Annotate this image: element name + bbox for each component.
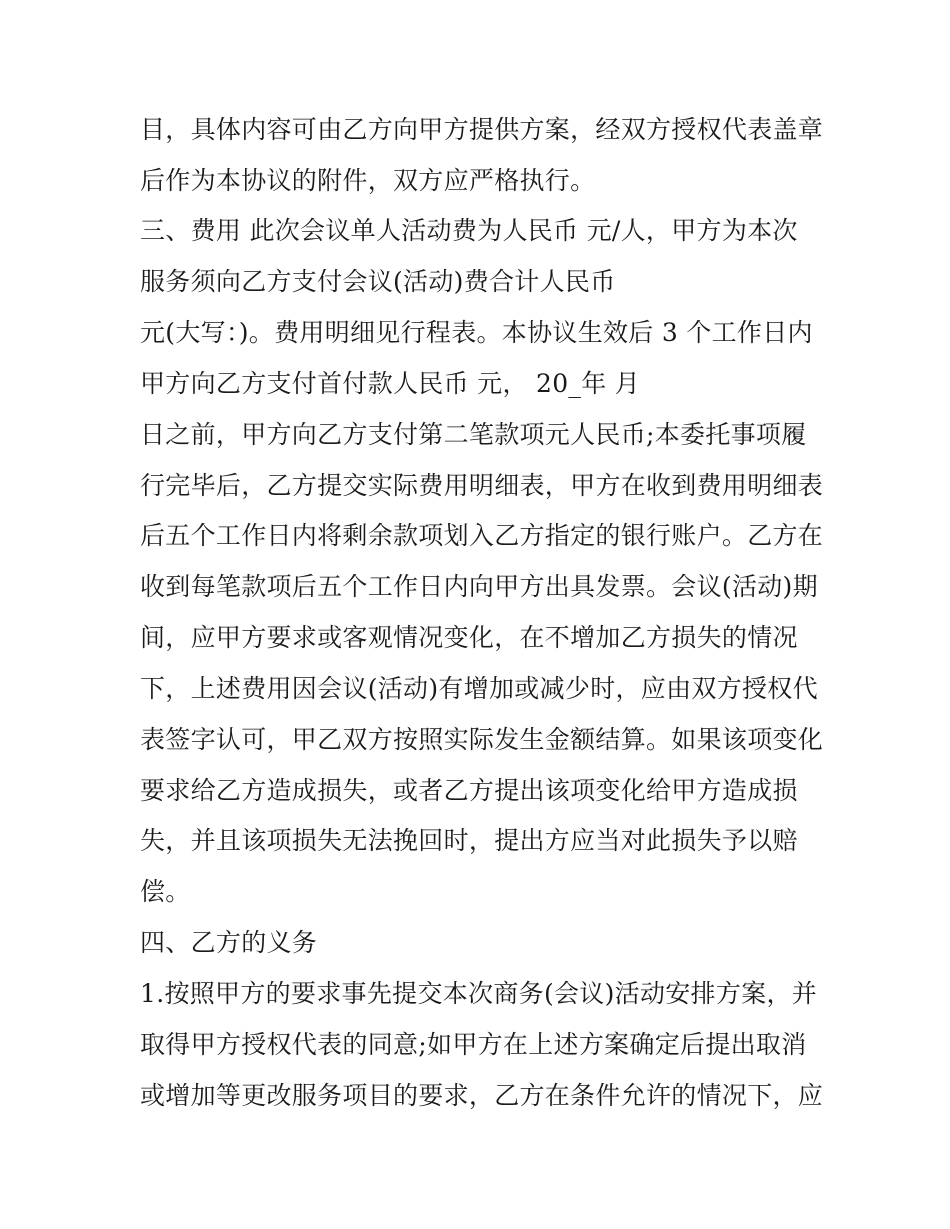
text-line: 取得甲方授权代表的同意;如甲方在上述方案确定后提出取消	[140, 1030, 807, 1059]
section-heading-fees: 三、费用 此次会议单人活动费为人民币 元/人，甲方为本次	[140, 216, 798, 245]
text-line: 偿。	[140, 877, 191, 906]
text-line: 要求给乙方造成损失，或者乙方提出该项变化给甲方造成损	[140, 776, 798, 805]
text-line: 收到每笔款项后五个工作日内向甲方出具发票。会议(活动)期	[140, 572, 818, 601]
text-line: 表签字认可，甲乙双方按照实际发生金额结算。如果该项变化	[140, 725, 824, 754]
text-line: 行完毕后，乙方提交实际费用明细表，甲方在收到费用明细表	[140, 471, 824, 500]
text-line: 下，上述费用因会议(活动)有增加或减少时，应由双方授权代	[140, 674, 818, 703]
text-line: 服务须向乙方支付会议(活动)费合计人民币	[140, 267, 616, 296]
text-line: 失，并且该项损失无法挽回时，提出方应当对此损失予以赔	[140, 826, 798, 855]
text-line: 后五个工作日内将剩余款项划入乙方指定的银行账户。乙方在	[140, 521, 824, 550]
text-line: 1.按照甲方的要求事先提交本次商务(会议)活动安排方案，并	[140, 979, 818, 1008]
section-heading-obligations: 四、乙方的义务	[140, 928, 318, 957]
text-line: 甲方向乙方支付首付款人民币 元， 20_年 月	[140, 369, 641, 398]
text-line: 间，应甲方要求或客观情况变化，在不增加乙方损失的情况	[140, 623, 798, 652]
text-line: 元(大写：)。费用明细见行程表。本协议生效后 3 个工作日内	[140, 318, 813, 347]
text-line: 后作为本协议的附件，双方应严格执行。	[140, 166, 596, 195]
text-line: 日之前，甲方向乙方支付第二笔款项元人民币;本委托事项履	[140, 420, 807, 449]
text-line: 目，具体内容可由乙方向甲方提供方案，经双方授权代表盖章	[140, 115, 824, 144]
text-line: 或增加等更改服务项目的要求，乙方在条件允许的情况下，应	[140, 1081, 824, 1110]
